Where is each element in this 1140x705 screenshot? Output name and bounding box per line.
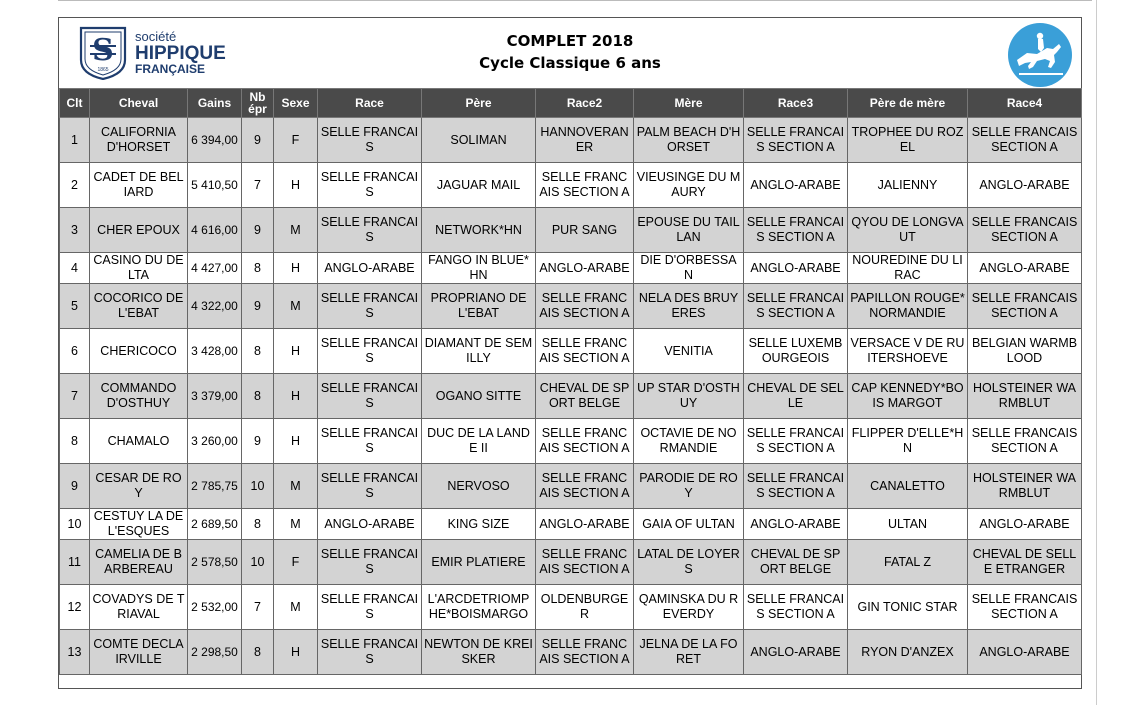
table-cell: 9: [242, 208, 274, 253]
table-cell: ANGLO-ARABE: [744, 163, 848, 208]
table-cell: 4: [60, 253, 90, 284]
table-cell: SOLIMAN: [422, 118, 536, 163]
table-cell: GIN TONIC STAR: [848, 585, 968, 630]
table-row: [60, 208, 1082, 253]
table-cell: 6 394,00: [188, 118, 242, 163]
table-cell: 8: [242, 509, 274, 540]
title-block: [59, 30, 1081, 74]
table-cell: 2 298,50: [188, 630, 242, 675]
table-cell: SELLE FRANCAIS: [318, 419, 422, 464]
table-cell: PUR SANG: [536, 208, 634, 253]
table-cell: F: [274, 118, 318, 163]
column-header: Race: [318, 89, 422, 118]
table-cell: SELLE FRANCAIS SECTION A: [744, 585, 848, 630]
table-row: [60, 540, 1082, 585]
table-row: [60, 585, 1082, 630]
table-cell: QYOU DE LONGVAUT: [848, 208, 968, 253]
table-cell: SELLE FRANCAIS SECTION A: [536, 464, 634, 509]
table-cell: EMIR PLATIERE: [422, 540, 536, 585]
table-cell: 10: [242, 464, 274, 509]
table-cell: SELLE FRANCAIS SECTION A: [968, 208, 1082, 253]
table-cell: NERVOSO: [422, 464, 536, 509]
table-cell: SELLE FRANCAIS SECTION A: [536, 329, 634, 374]
table-cell: H: [274, 163, 318, 208]
table-row: [60, 163, 1082, 208]
table-cell: VENITIA: [634, 329, 744, 374]
table-cell: SELLE LUXEMBOURGEOIS: [744, 329, 848, 374]
table-cell: 8: [242, 329, 274, 374]
table-cell: SELLE FRANCAIS: [318, 329, 422, 374]
table-cell: M: [274, 509, 318, 540]
table-cell: 9: [242, 419, 274, 464]
table-row: [60, 284, 1082, 329]
table-cell: SELLE FRANCAIS: [318, 630, 422, 675]
table-header-row: [60, 89, 1082, 118]
logo-monogram: S: [92, 33, 114, 68]
table-cell: L'ARCDETRIOMPHE*BOISMARGO: [422, 585, 536, 630]
table-cell: 8: [60, 419, 90, 464]
table-cell: NEWTON DE KREISKER: [422, 630, 536, 675]
table-row: [60, 374, 1082, 419]
table-cell: H: [274, 253, 318, 284]
page-edge-right: [1096, 0, 1097, 705]
table-cell: UP STAR D'OSTHUY: [634, 374, 744, 419]
document-header: [59, 18, 1081, 88]
table-cell: ANGLO-ARABE: [968, 163, 1082, 208]
table-cell: CALIFORNIA D'HORSET: [90, 118, 188, 163]
table-cell: COMTE DECLAIRVILLE: [90, 630, 188, 675]
table-cell: CHER EPOUX: [90, 208, 188, 253]
table-cell: 8: [242, 630, 274, 675]
table-cell: VIEUSINGE DU MAURY: [634, 163, 744, 208]
table-cell: JALIENNY: [848, 163, 968, 208]
table-cell: M: [274, 464, 318, 509]
table-cell: HOLSTEINER WARMBLUT: [968, 464, 1082, 509]
logo-line3: FRANÇAISE: [135, 62, 206, 76]
document-subtitle: Cycle Classique 6 ans: [479, 54, 661, 72]
table-cell: 4 427,00: [188, 253, 242, 284]
table-cell: OCTAVIE DE NORMANDIE: [634, 419, 744, 464]
table-cell: SELLE FRANCAIS SECTION A: [536, 284, 634, 329]
table-cell: PARODIE DE ROY: [634, 464, 744, 509]
column-header: Père: [422, 89, 536, 118]
table-row: [60, 509, 1082, 540]
table-cell: SELLE FRANCAIS SECTION A: [536, 163, 634, 208]
table-cell: 3 428,00: [188, 329, 242, 374]
table-row: [60, 253, 1082, 284]
table-cell: 9: [242, 284, 274, 329]
table-cell: SELLE FRANCAIS SECTION A: [744, 118, 848, 163]
table-cell: CAMELIA DE BARBEREAU: [90, 540, 188, 585]
table-cell: SELLE FRANCAIS SECTION A: [968, 585, 1082, 630]
table-cell: CHEVAL DE SPORT BELGE: [744, 540, 848, 585]
table-cell: ANGLO-ARABE: [744, 253, 848, 284]
table-cell: 2: [60, 163, 90, 208]
table-cell: 6: [60, 329, 90, 374]
table-cell: SELLE FRANCAIS SECTION A: [744, 208, 848, 253]
table-cell: CESTUY LA DE L'ESQUES: [90, 509, 188, 540]
table-cell: SELLE FRANCAIS SECTION A: [968, 118, 1082, 163]
table-cell: M: [274, 585, 318, 630]
document-frame: [58, 17, 1082, 689]
table-cell: CHEVAL DE SELLE: [744, 374, 848, 419]
table-cell: CESAR DE ROY: [90, 464, 188, 509]
table-cell: 9: [242, 118, 274, 163]
table-cell: H: [274, 630, 318, 675]
eventing-rider-icon: [1007, 22, 1073, 88]
table-cell: 11: [60, 540, 90, 585]
table-cell: KING SIZE: [422, 509, 536, 540]
table-row: [60, 118, 1082, 163]
column-header: Cheval: [90, 89, 188, 118]
table-cell: PALM BEACH D'HORSET: [634, 118, 744, 163]
table-cell: 5: [60, 284, 90, 329]
column-header: Gains: [188, 89, 242, 118]
table-cell: M: [274, 284, 318, 329]
table-cell: TROPHEE DU ROZEL: [848, 118, 968, 163]
table-cell: 5 410,50: [188, 163, 242, 208]
table-cell: LATAL DE LOYERS: [634, 540, 744, 585]
table-cell: PAPILLON ROUGE*NORMANDIE: [848, 284, 968, 329]
table-cell: CHERICOCO: [90, 329, 188, 374]
table-cell: OGANO SITTE: [422, 374, 536, 419]
table-cell: 8: [242, 253, 274, 284]
column-header: Nb épr: [242, 89, 274, 118]
logo-line1: société: [135, 29, 177, 44]
table-cell: SELLE FRANCAIS SECTION A: [536, 419, 634, 464]
table-cell: 13: [60, 630, 90, 675]
column-header: Mère: [634, 89, 744, 118]
table-cell: 2 785,75: [188, 464, 242, 509]
table-cell: JAGUAR MAIL: [422, 163, 536, 208]
table-cell: SELLE FRANCAIS: [318, 464, 422, 509]
table-cell: ANGLO-ARABE: [318, 509, 422, 540]
table-cell: SELLE FRANCAIS: [318, 585, 422, 630]
table-cell: DIE D'ORBESSAN: [634, 253, 744, 284]
column-header: Race4: [968, 89, 1082, 118]
logo-line2: HIPPIQUE: [135, 43, 226, 64]
table-cell: SELLE FRANCAIS: [318, 540, 422, 585]
table-cell: 1: [60, 118, 90, 163]
table-cell: PROPRIANO DE L'EBAT: [422, 284, 536, 329]
table-row: [60, 630, 1082, 675]
table-cell: DIAMANT DE SEMILLY: [422, 329, 536, 374]
table-cell: ANGLO-ARABE: [968, 630, 1082, 675]
table-cell: ANGLO-ARABE: [744, 509, 848, 540]
table-cell: 8: [242, 374, 274, 419]
column-header: Race3: [744, 89, 848, 118]
column-header: Clt: [60, 89, 90, 118]
table-cell: 3 260,00: [188, 419, 242, 464]
table-cell: CANALETTO: [848, 464, 968, 509]
table-cell: 7: [242, 585, 274, 630]
table-cell: 2 689,50: [188, 509, 242, 540]
table-cell: EPOUSE DU TAILLAN: [634, 208, 744, 253]
table-cell: FANGO IN BLUE*HN: [422, 253, 536, 284]
table-cell: 7: [60, 374, 90, 419]
table-cell: 9: [60, 464, 90, 509]
column-header: Père de mère: [848, 89, 968, 118]
table-cell: CHAMALO: [90, 419, 188, 464]
logo-year: 1865: [97, 67, 109, 73]
table-cell: SELLE FRANCAIS SECTION A: [744, 464, 848, 509]
table-cell: CHEVAL DE SELLE ETRANGER: [968, 540, 1082, 585]
table-cell: NOUREDINE DU LIRAC: [848, 253, 968, 284]
table-cell: H: [274, 329, 318, 374]
table-row: [60, 464, 1082, 509]
table-cell: FLIPPER D'ELLE*HN: [848, 419, 968, 464]
table-cell: H: [274, 419, 318, 464]
table-cell: ANGLO-ARABE: [318, 253, 422, 284]
table-cell: SELLE FRANCAIS SECTION A: [968, 284, 1082, 329]
table-cell: BELGIAN WARMBLOOD: [968, 329, 1082, 374]
table-cell: FATAL Z: [848, 540, 968, 585]
table-cell: GAIA OF ULTAN: [634, 509, 744, 540]
table-cell: SELLE FRANCAIS SECTION A: [968, 419, 1082, 464]
table-cell: 10: [242, 540, 274, 585]
table-cell: H: [274, 374, 318, 419]
table-cell: SELLE FRANCAIS: [318, 208, 422, 253]
table-cell: 4 616,00: [188, 208, 242, 253]
table-cell: CASINO DU DELTA: [90, 253, 188, 284]
table-cell: SELLE FRANCAIS: [318, 163, 422, 208]
table-cell: 3: [60, 208, 90, 253]
table-cell: CHEVAL DE SPORT BELGE: [536, 374, 634, 419]
table-cell: SELLE FRANCAIS: [318, 118, 422, 163]
table-cell: F: [274, 540, 318, 585]
table-cell: HANNOVERANER: [536, 118, 634, 163]
table-cell: 4 322,00: [188, 284, 242, 329]
table-row: [60, 419, 1082, 464]
table-cell: DUC DE LA LANDE II: [422, 419, 536, 464]
table-row: [60, 329, 1082, 374]
table-cell: ANGLO-ARABE: [536, 253, 634, 284]
table-cell: SELLE FRANCAIS SECTION A: [744, 419, 848, 464]
table-cell: CADET DE BELIARD: [90, 163, 188, 208]
table-cell: ANGLO-ARABE: [744, 630, 848, 675]
table-cell: COVADYS DE TRIAVAL: [90, 585, 188, 630]
table-cell: NELA DES BRUYERES: [634, 284, 744, 329]
table-cell: 10: [60, 509, 90, 540]
column-header: Race2: [536, 89, 634, 118]
table-cell: SELLE FRANCAIS: [318, 284, 422, 329]
table-cell: JELNA DE LA FORET: [634, 630, 744, 675]
table-cell: ANGLO-ARABE: [968, 253, 1082, 284]
table-cell: COCORICO DE L'EBAT: [90, 284, 188, 329]
table-body: [60, 118, 1082, 675]
table-cell: ANGLO-ARABE: [536, 509, 634, 540]
table-cell: 2 532,00: [188, 585, 242, 630]
table-cell: CAP KENNEDY*BOIS MARGOT: [848, 374, 968, 419]
table-cell: M: [274, 208, 318, 253]
table-cell: VERSACE V DE RUITERSHOEVE: [848, 329, 968, 374]
table-cell: 12: [60, 585, 90, 630]
table-cell: SELLE FRANCAIS SECTION A: [744, 284, 848, 329]
table-cell: 7: [242, 163, 274, 208]
table-cell: ULTAN: [848, 509, 968, 540]
table-cell: 3 379,00: [188, 374, 242, 419]
document-title: COMPLET 2018: [506, 32, 634, 50]
table-cell: 2 578,50: [188, 540, 242, 585]
table-cell: OLDENBURGER: [536, 585, 634, 630]
page-edge: [58, 0, 1092, 1]
table-cell: HOLSTEINER WARMBLUT: [968, 374, 1082, 419]
table-cell: ANGLO-ARABE: [968, 509, 1082, 540]
table-cell: NETWORK*HN: [422, 208, 536, 253]
table-cell: QAMINSKA DU REVERDY: [634, 585, 744, 630]
table-cell: COMMANDO D'OSTHUY: [90, 374, 188, 419]
results-table: [59, 88, 1082, 675]
column-header: Sexe: [274, 89, 318, 118]
table-cell: SELLE FRANCAIS SECTION A: [536, 630, 634, 675]
table-cell: RYON D'ANZEX: [848, 630, 968, 675]
table-cell: SELLE FRANCAIS: [318, 374, 422, 419]
table-cell: SELLE FRANCAIS SECTION A: [536, 540, 634, 585]
